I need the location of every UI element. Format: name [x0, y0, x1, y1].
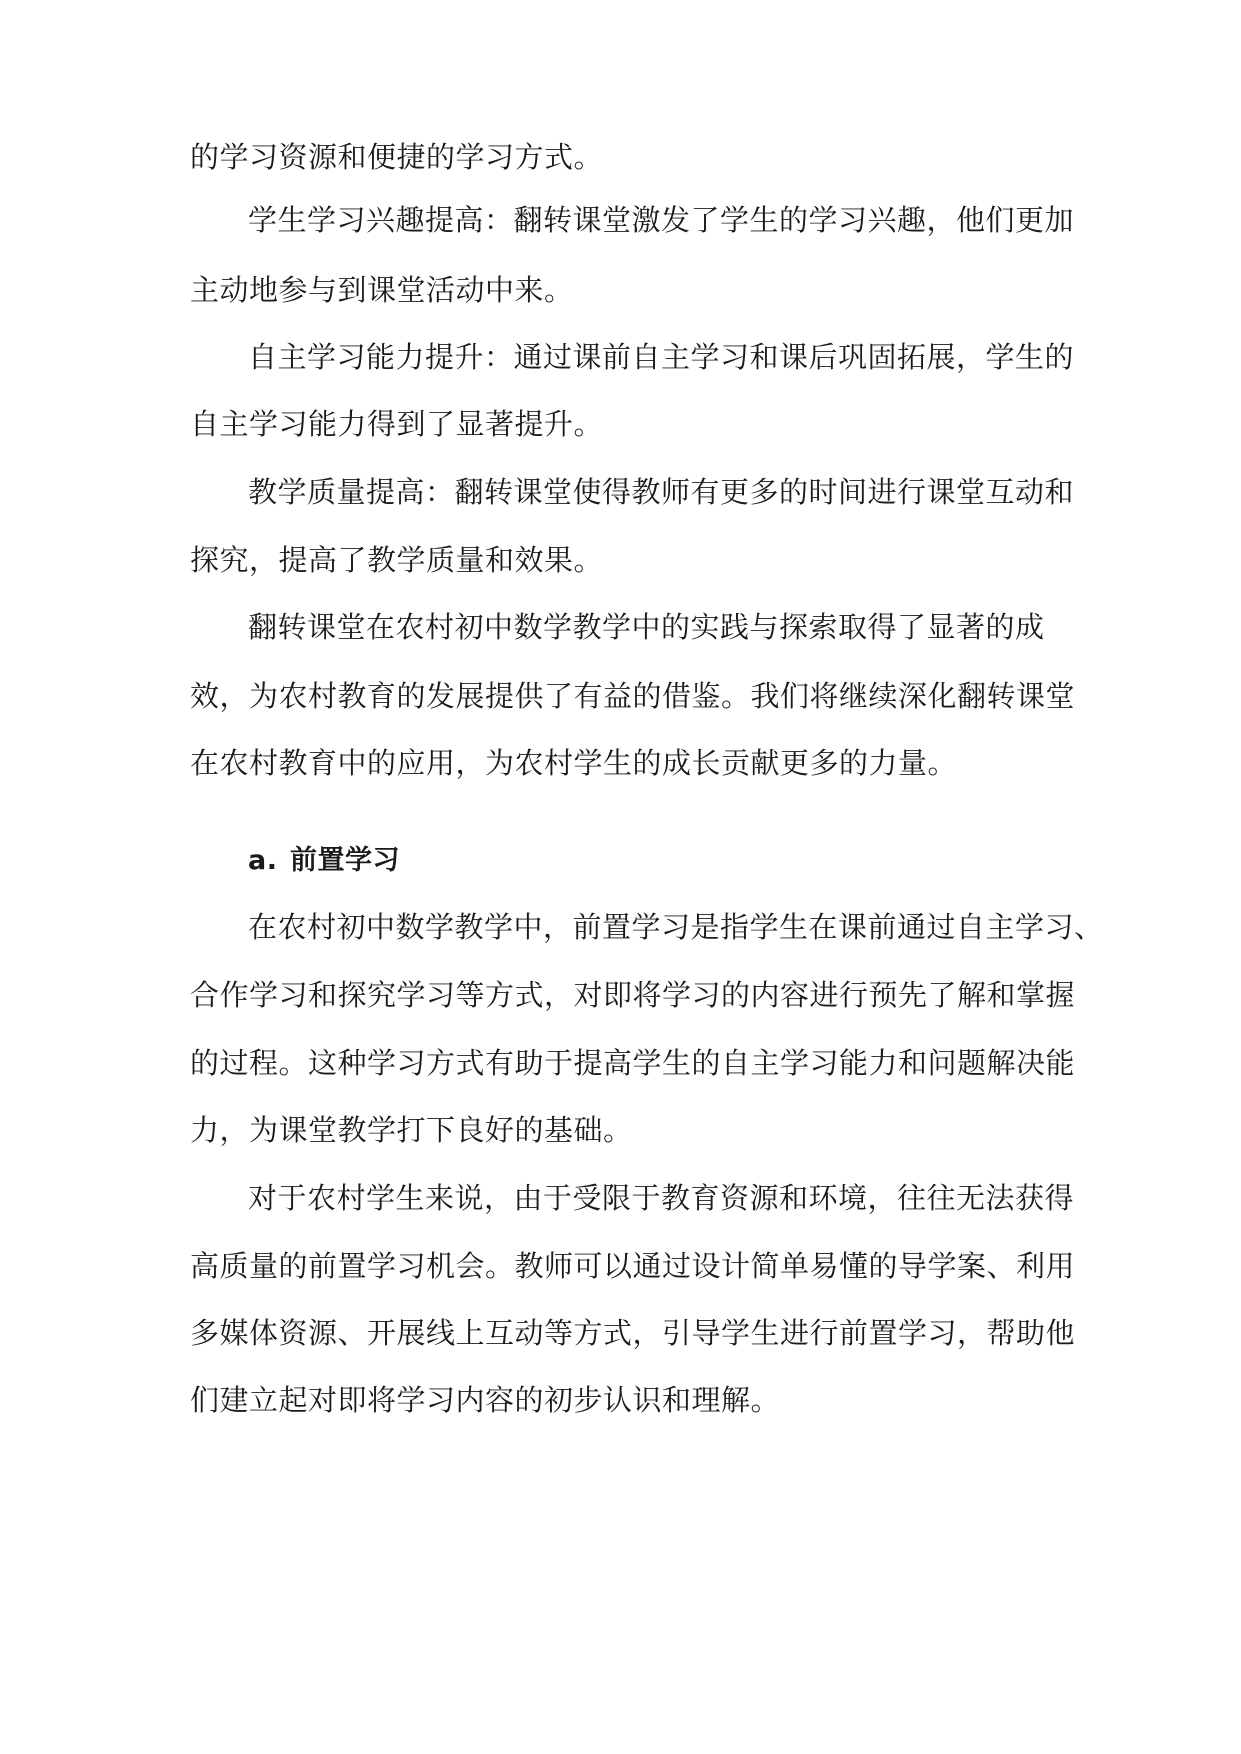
paragraph-line: 学生学习兴趣提高：翻转课堂激发了学生的学习兴趣，他们更加 [248, 203, 1075, 237]
paragraph-line: 的过程。这种学习方式有助于提高学生的自主学习能力和问题解决能 [190, 1046, 1076, 1080]
paragraph-line: 翻转课堂在农村初中数学教学中的实践与探索取得了显著的成 [248, 610, 1045, 644]
paragraph-line: 教学质量提高：翻转课堂使得教师有更多的时间进行课堂互动和 [248, 475, 1075, 509]
paragraph-line: 力，为课堂教学打下良好的基础。 [190, 1113, 633, 1147]
paragraph-line: 自主学习能力得到了显著提升。 [190, 407, 604, 441]
paragraph-line: 的学习资源和便捷的学习方式。 [190, 140, 604, 174]
paragraph-line: 多媒体资源、开展线上互动等方式，引导学生进行前置学习，帮助他 [190, 1316, 1076, 1350]
paragraph-line: 在农村初中数学教学中，前置学习是指学生在课前通过自主学习、 [248, 910, 1104, 944]
paragraph-line: 探究，提高了教学质量和效果。 [190, 543, 604, 577]
paragraph-line: 们建立起对即将学习内容的初步认识和理解。 [190, 1383, 781, 1417]
paragraph-line: 在农村教育中的应用，为农村学生的成长贡献更多的力量。 [190, 746, 958, 780]
paragraph-line: 对于农村学生来说，由于受限于教育资源和环境，往往无法获得 [248, 1181, 1075, 1215]
paragraph-line: 效，为农村教育的发展提供了有益的借鉴。我们将继续深化翻转课堂 [190, 679, 1076, 713]
paragraph-line: 合作学习和探究学习等方式，对即将学习的内容进行预先了解和掌握 [190, 978, 1076, 1012]
paragraph-line: 自主学习能力提升：通过课前自主学习和课后巩固拓展，学生的 [248, 340, 1075, 374]
paragraph-line: 主动地参与到课堂活动中来。 [190, 273, 574, 307]
section-heading [248, 841, 1060, 881]
heading-marker: a. [248, 845, 278, 876]
paragraph-line: 高质量的前置学习机会。教师可以通过设计简单易懂的导学案、利用 [190, 1249, 1076, 1283]
heading-title: 前置学习 [290, 845, 400, 876]
